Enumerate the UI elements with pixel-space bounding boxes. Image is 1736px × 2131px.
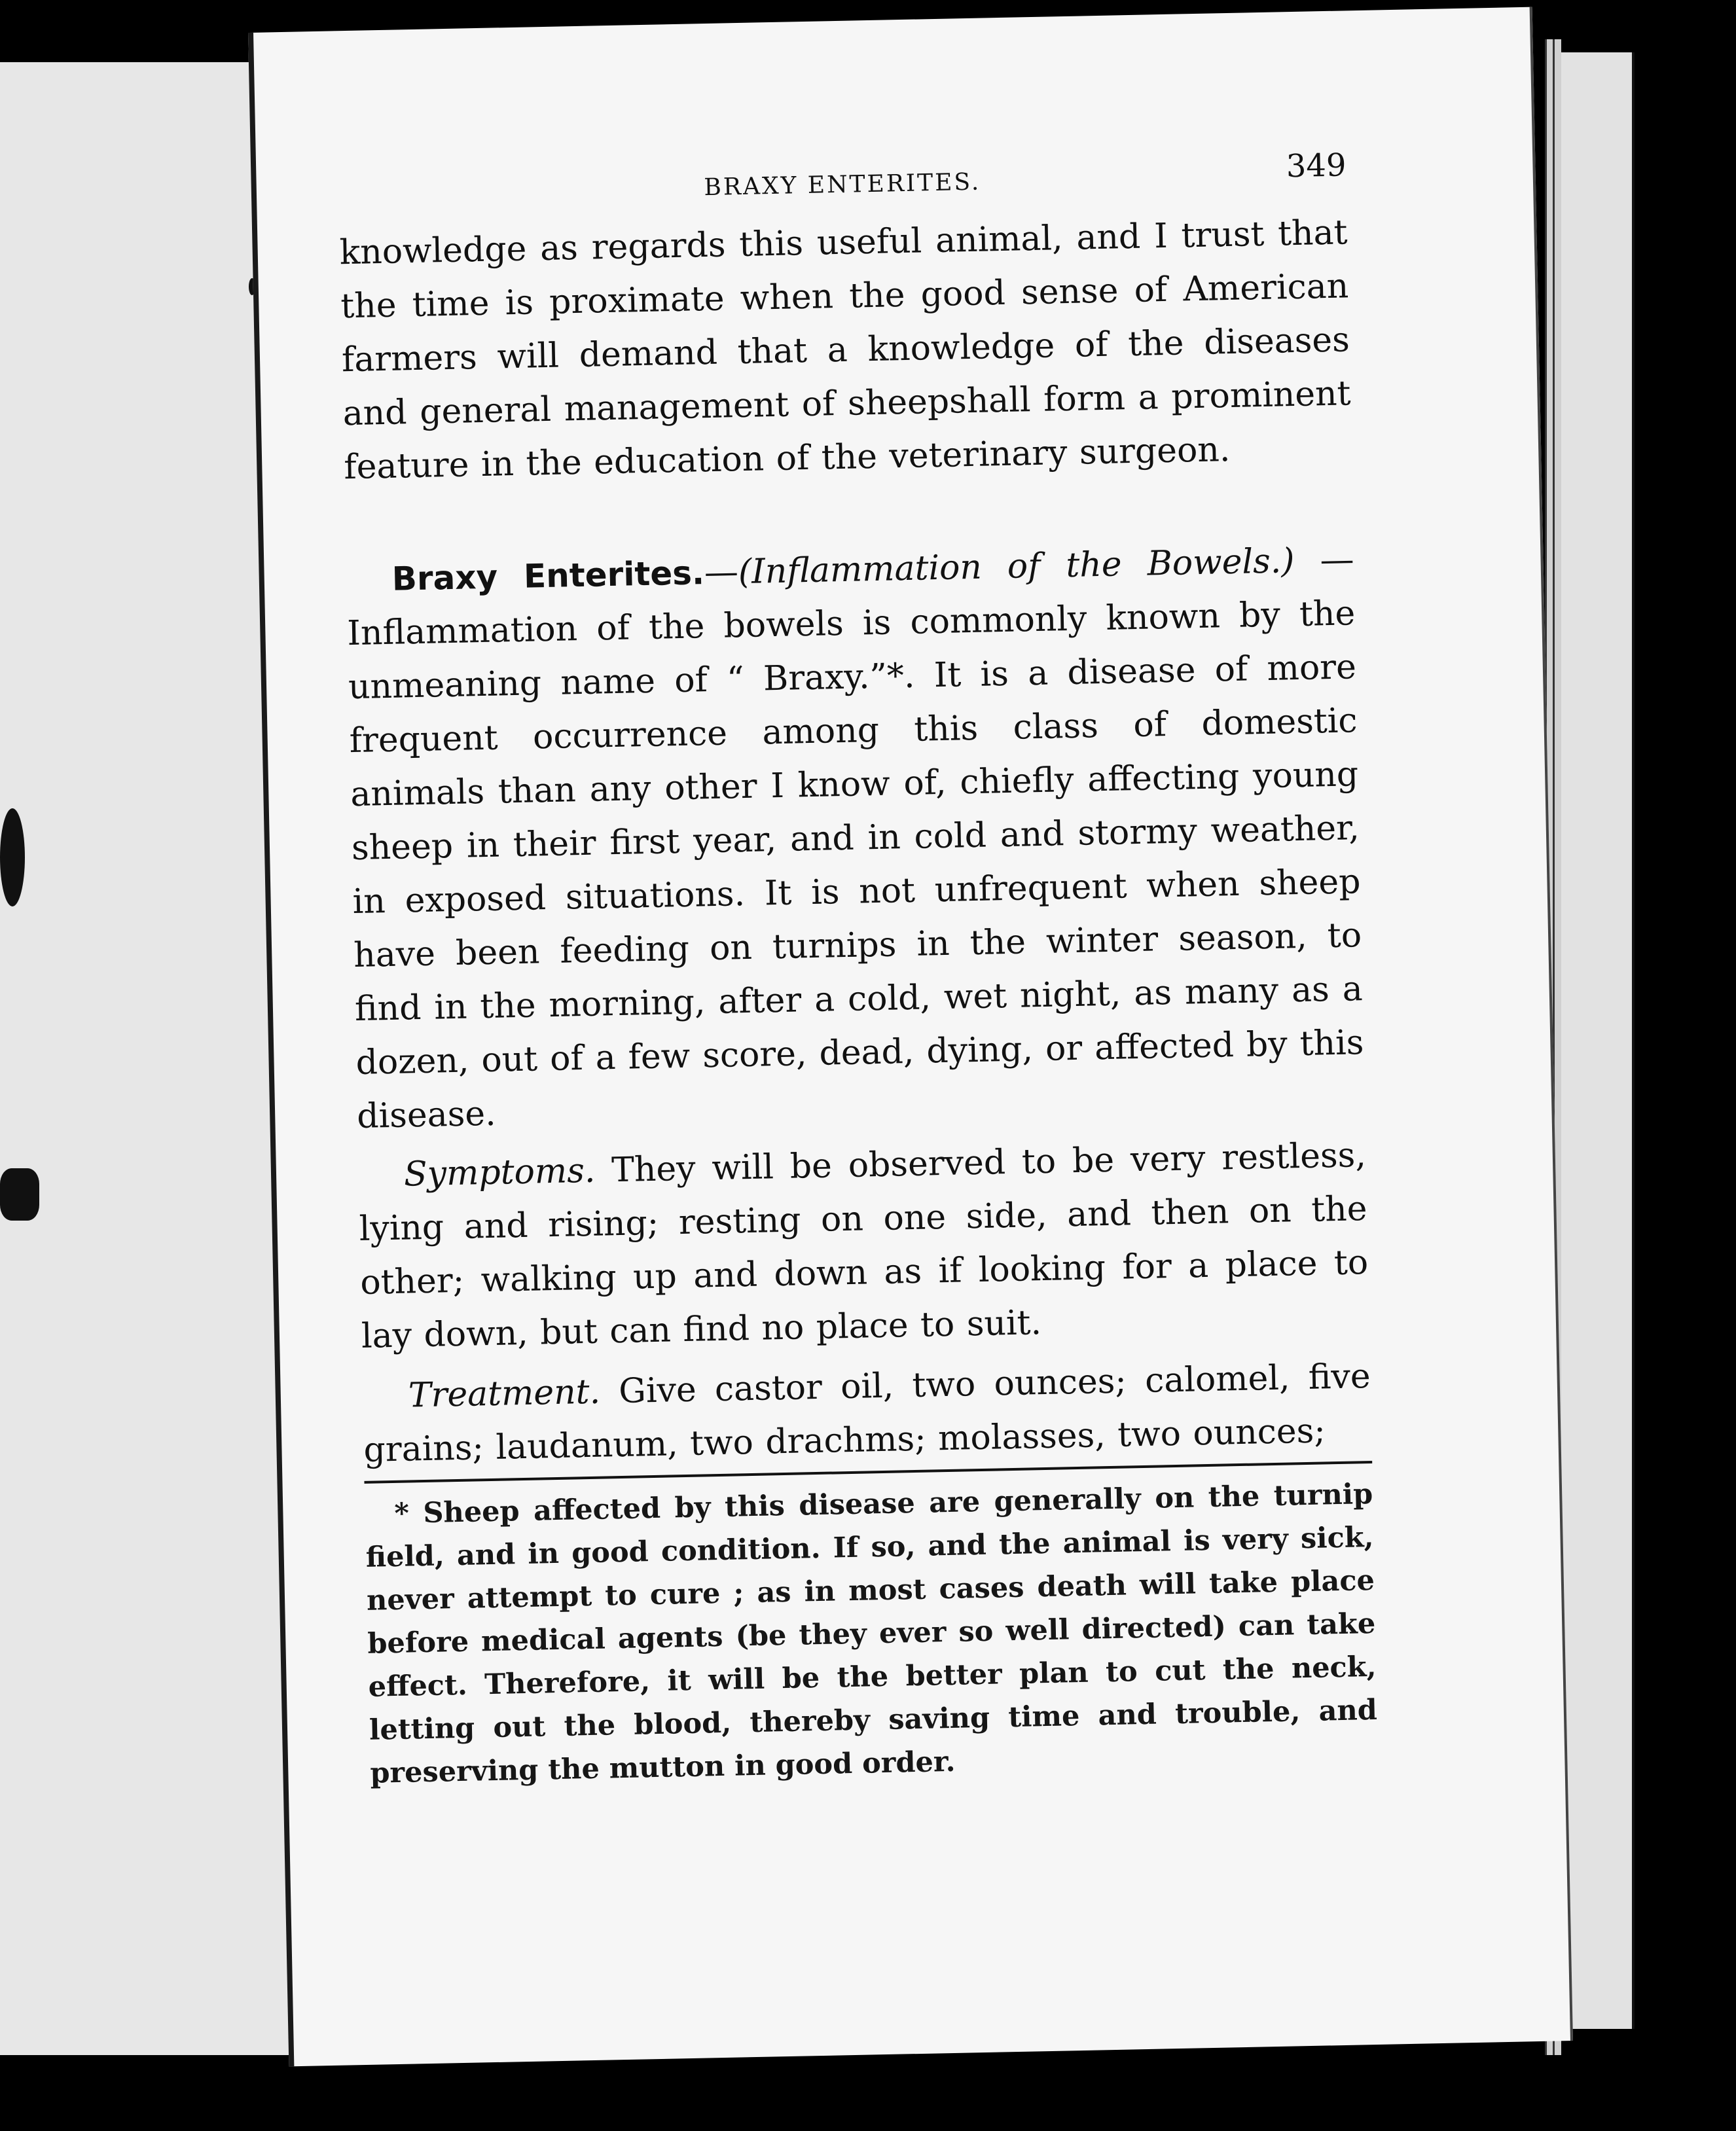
- page-number: 349: [1286, 147, 1347, 185]
- intro-paragraph: knowledge as regards this useful animal, and I trust that the time is proximate when the good sense of American farmers will demand that a knowledge of the diseases and general management of sheepshall form a prominent feature in the education of the veterinary surgeon.: [339, 213, 1352, 488]
- symptoms-label: Symptoms.: [403, 1151, 596, 1194]
- back-cover-board: [1558, 52, 1635, 2029]
- section-heading: Braxy Enterites.: [391, 554, 705, 598]
- book-page: [248, 7, 1573, 2067]
- section-paragraph: [346, 533, 1365, 1143]
- facing-page: [0, 62, 294, 2055]
- symptoms-paragraph: [357, 1128, 1369, 1363]
- section-text: —Inflammation of the bowels is commonly known by the unmeaning name of “ Braxy.”*. It is a disease of more frequent occurrence among this class of domestic animals than any other I know of, chiefly affecting young sheep in their first year, and in cold and stormy weather, in exposed situations. It is not unfrequent when sheep have been feeding on turnips in the winter season, to find in the morning, after a cold, wet night, as many as a dozen, out of a few score, dead, dying, or affected by this disease.: [346, 540, 1364, 1136]
- treatment-text: Give castor oil, two ounces; calomel, five grains; laudanum, two drachms; molasses, two ounces;: [363, 1357, 1371, 1470]
- page-content: [338, 141, 1379, 1795]
- ink-blot: [0, 808, 25, 906]
- running-title: BRAXY ENTERITES.: [704, 168, 981, 202]
- section-dash: —: [704, 552, 739, 593]
- treatment-label: Treatment.: [408, 1372, 601, 1416]
- ink-blot: [0, 1168, 39, 1221]
- symptoms-text: They will be observed to be very restless, lying and rising; resting on one side, and then on the other; walking up and down as if looking for a place to lay down, but can find no place to suit.: [359, 1136, 1369, 1356]
- section-subtitle: (Inflammation of the Bowels.): [738, 541, 1295, 592]
- footnote: * Sheep affected by this disease are generally on the turnip field, and in good condition. If so, and the animal is very sick, never attempt to cure ; as in most cases death will take place before medical agents (be they ever so well directed) can take effect. Therefore, it will be the better plan to cut the neck, letting out the blood, thereby saving time and trouble, and preserving the mutton in good order.: [365, 1477, 1378, 1790]
- treatment-paragraph: [362, 1350, 1372, 1477]
